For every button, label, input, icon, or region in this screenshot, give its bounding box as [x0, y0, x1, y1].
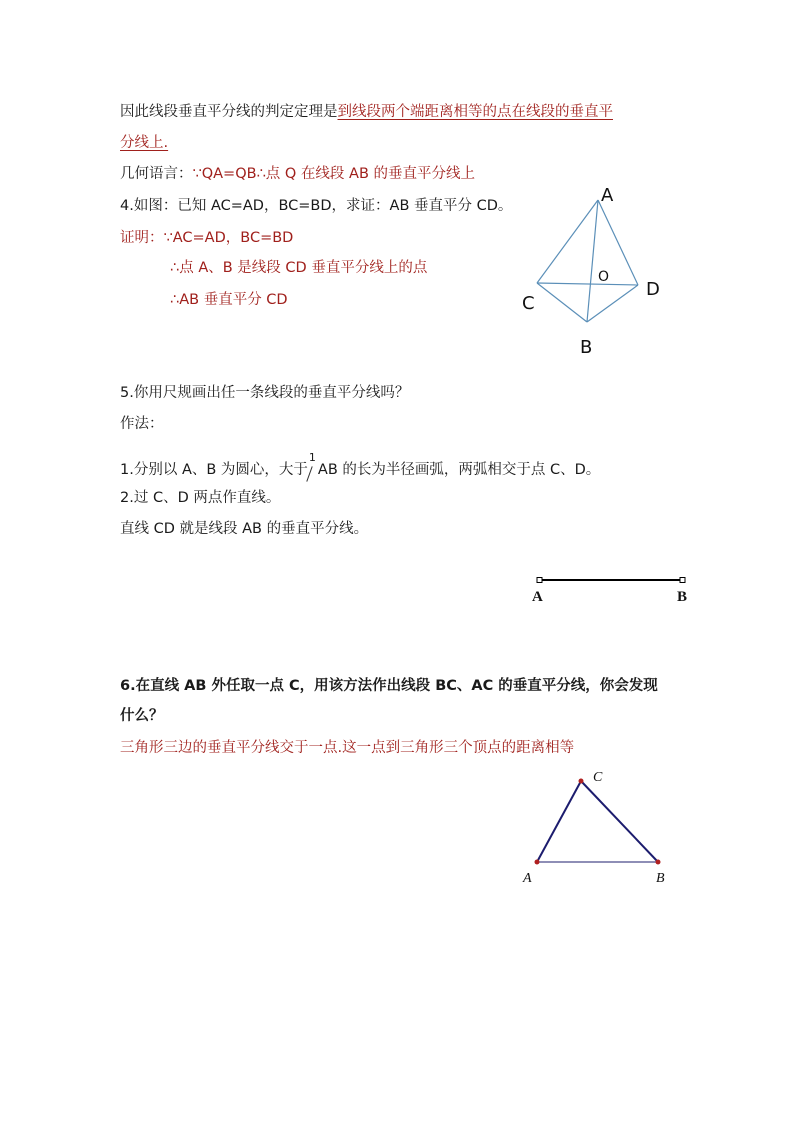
segment-figure: [528, 570, 698, 610]
label-b: B: [580, 337, 593, 358]
segment-label-a: A: [532, 589, 543, 605]
triangle-label-b: B: [656, 871, 665, 886]
step-1-text-b: AB 的长为半径画弧，两弧相交于点 C、D。: [317, 462, 601, 478]
theorem-text-1: 到线段两个端距离相等的点在线段的垂直平: [337, 104, 613, 120]
theorem-text-2: 分线上.: [120, 135, 169, 151]
segment-ac: [537, 200, 598, 283]
step-2: 2.过 C、D 两点作直线。: [120, 490, 281, 506]
segment-cd: [537, 283, 638, 285]
triangle-label-c: C: [593, 770, 603, 785]
geo-label: 几何语言：: [120, 166, 193, 182]
label-c: C: [522, 293, 535, 314]
label-d: D: [646, 279, 660, 300]
proof-step-3: ∴AB 垂直平分 CD: [170, 292, 288, 308]
segment-db: [587, 285, 638, 322]
problem6-question-1: 6.在直线 AB 外任取一点 C，用该方法作出线段 BC、AC 的垂直平分线，你会发现: [120, 678, 658, 694]
segment-label-b: B: [677, 589, 688, 605]
step-1: [120, 451, 601, 480]
vertex-a: [535, 860, 540, 865]
vertex-c: [579, 779, 584, 784]
triangle-label-a: A: [523, 871, 532, 886]
segment-cb: [537, 283, 587, 322]
proof-step-1: ∵AC=AD，BC=BD: [163, 230, 294, 246]
theorem-line-1: [120, 102, 613, 122]
method-label: 作法：: [120, 416, 164, 432]
triangle-figure: [515, 765, 685, 895]
step-1-text-a: 1.分别以 A、B 为圆心，大于: [120, 462, 308, 478]
proof-step-2: ∴点 A、B 是线段 CD 垂直平分线上的点: [170, 260, 428, 276]
side-ac: [537, 781, 581, 862]
geo-statement: ∵QA=QB∴点 Q 在线段 AB 的垂直平分线上: [192, 166, 476, 182]
proof-label: 证明：: [120, 230, 164, 246]
problem6-answer: 三角形三边的垂直平分线交于一点.这一点到三角形三个顶点的距离相等: [120, 740, 575, 756]
segment-ab: [587, 200, 598, 322]
problem6-question-2: 什么？: [120, 708, 164, 724]
fraction-numerator: 1: [308, 451, 316, 464]
kite-figure: [500, 175, 690, 365]
conclusion: 直线 CD 就是线段 AB 的垂直平分线。: [120, 521, 369, 537]
endpoint-b: [680, 578, 685, 583]
label-a: A: [601, 185, 614, 206]
geometric-language-line: [120, 164, 475, 184]
proof-line-1: [120, 228, 293, 248]
side-cb: [581, 781, 658, 862]
vertex-b: [656, 860, 661, 865]
theorem-lead: 因此线段垂直平分线的判定定理是: [120, 104, 338, 120]
problem5-question: 5.你用尺规画出任一条线段的垂直平分线吗？: [120, 385, 410, 401]
label-o: O: [598, 269, 610, 285]
theorem-line-2: [120, 133, 168, 153]
problem4-question: 4.如图：已知 AC=AD，BC=BD，求证：AB 垂直平分 CD。: [120, 198, 513, 214]
endpoint-a: [537, 578, 542, 583]
